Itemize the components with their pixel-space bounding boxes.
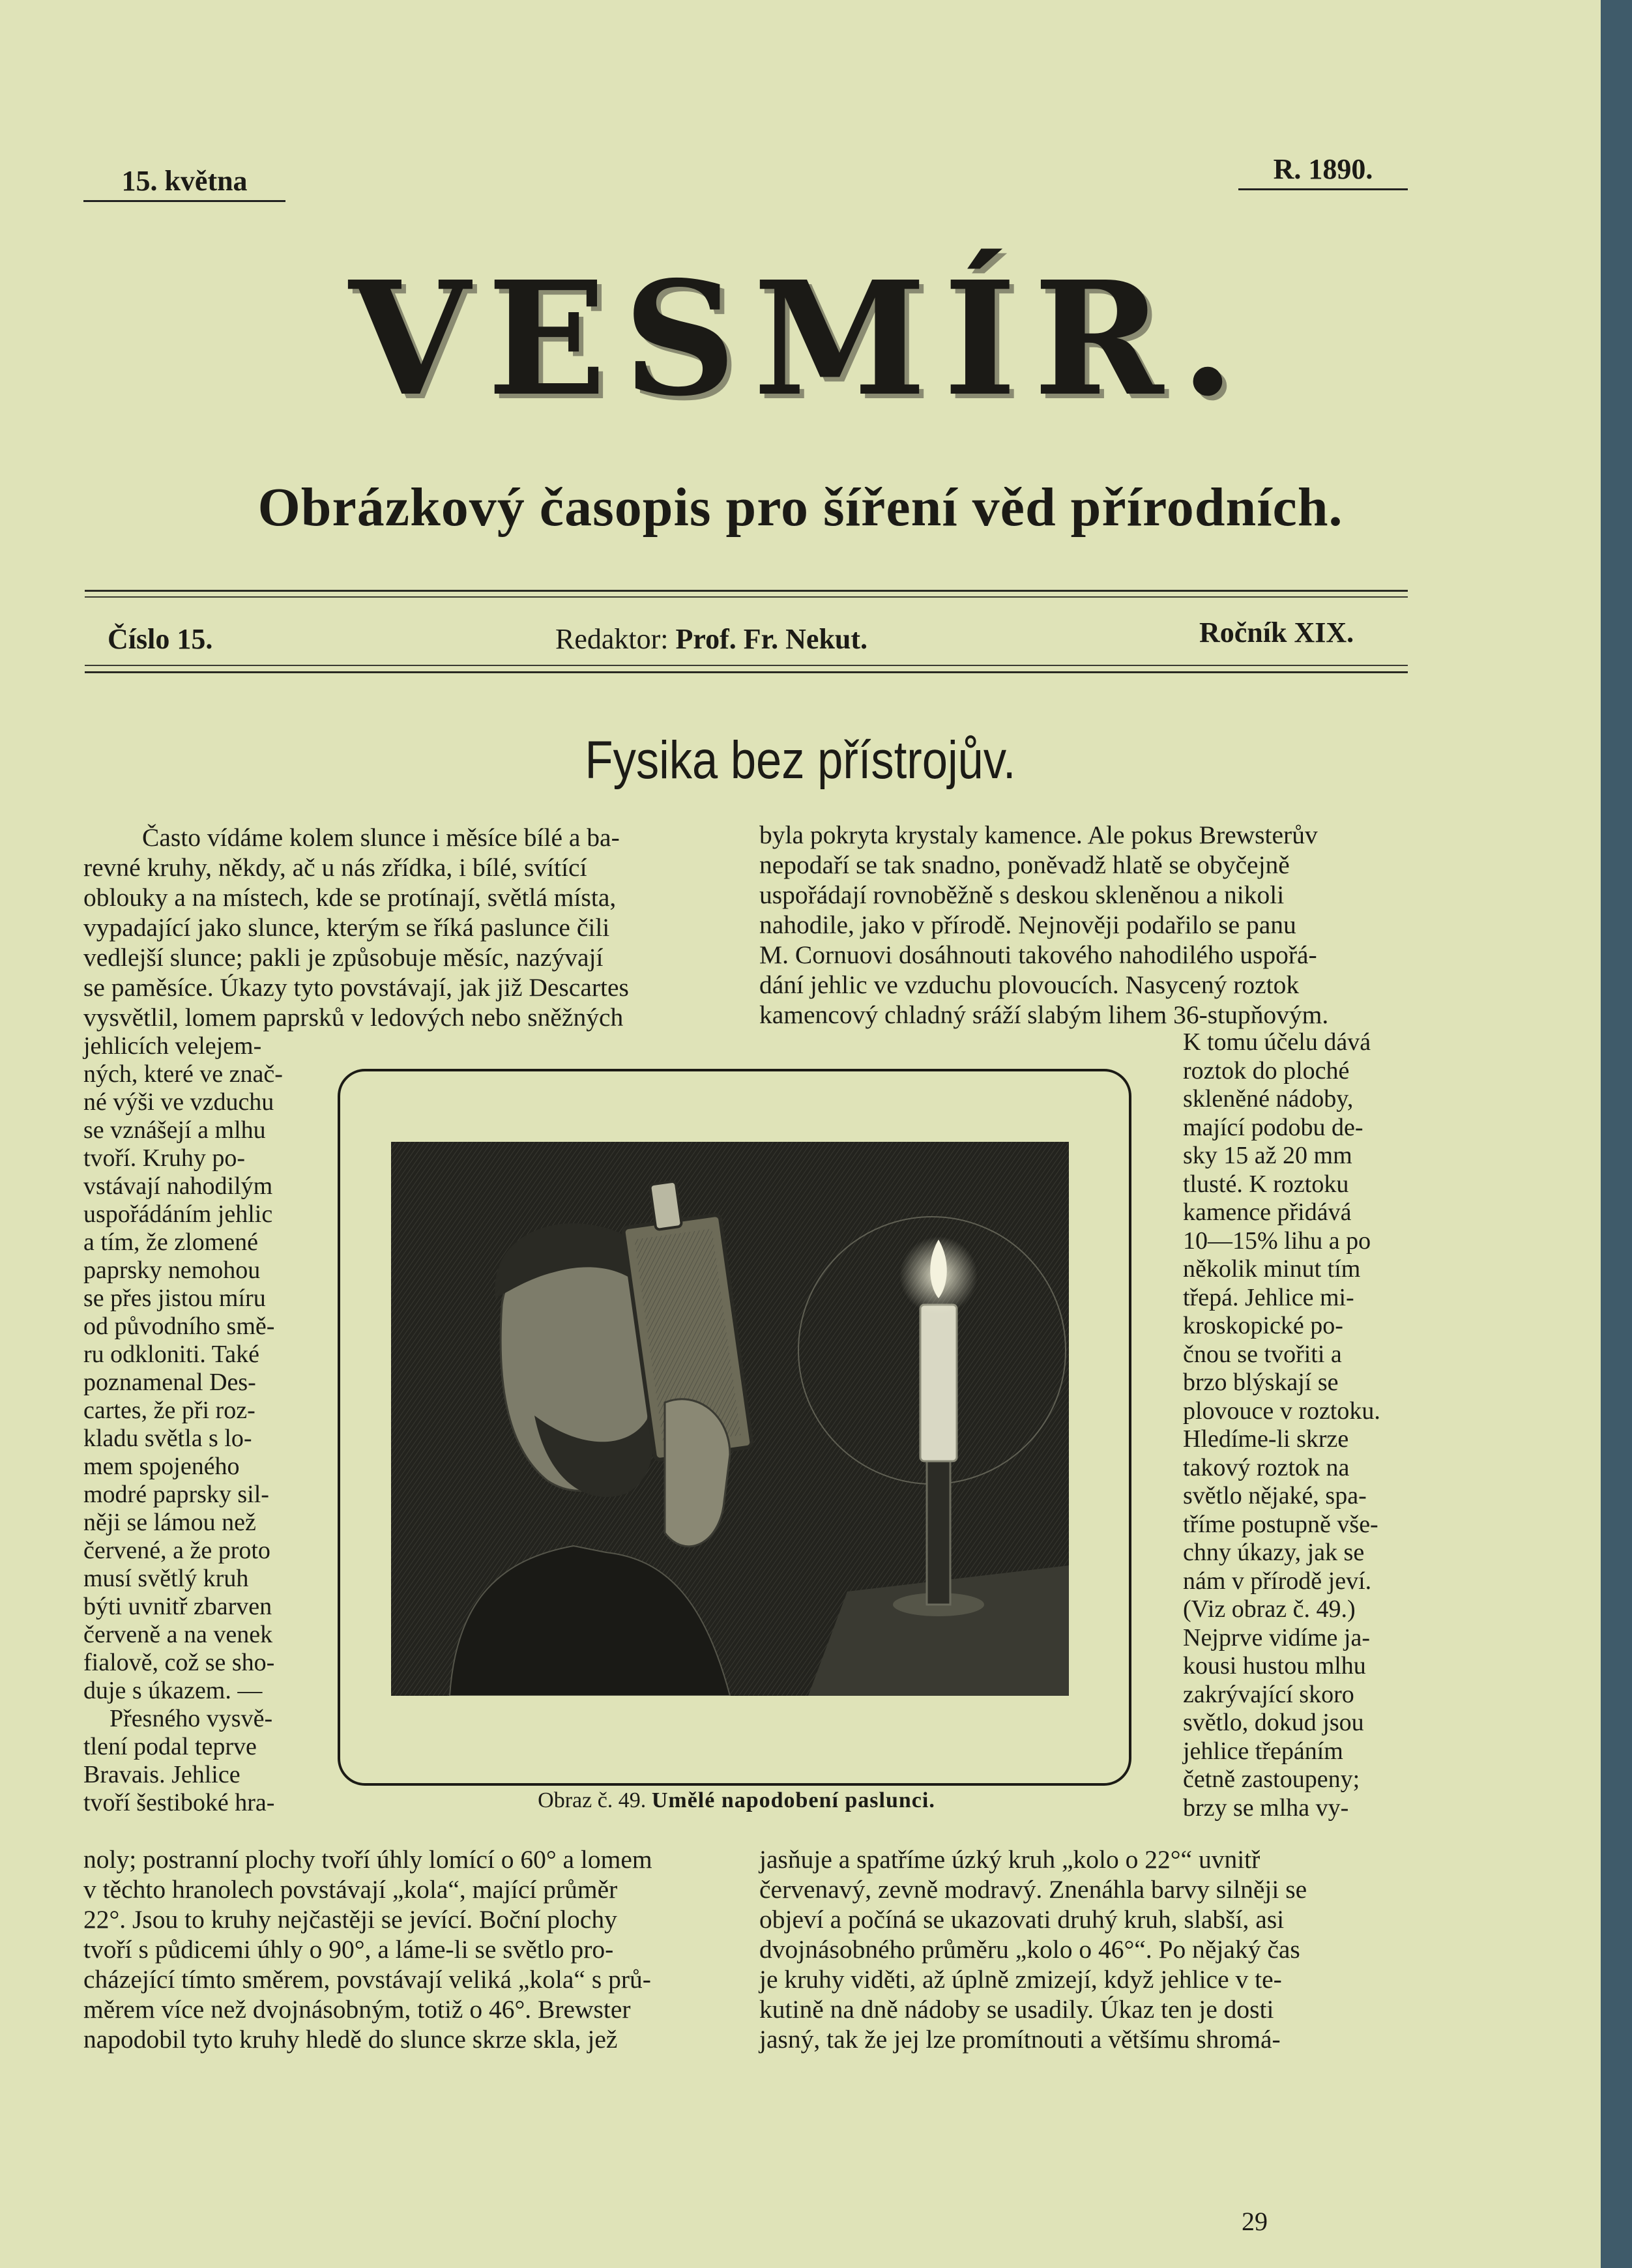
paragraph-line: tlusté. K roztoku (1183, 1170, 1349, 1198)
paragraph-line: Bravais. Jehlice (83, 1761, 240, 1788)
caption-prefix: Obraz č. 49. (538, 1788, 647, 1812)
paragraph-line: roztok do ploché (1183, 1056, 1350, 1084)
paragraph-line: takový roztok na (1183, 1453, 1350, 1481)
caption-title: Umělé napodobení paslunci. (651, 1788, 935, 1812)
paragraph-line: poznamenal Des- (83, 1369, 256, 1396)
paragraph-line: červenavý, zevně modravý. Znenáhla barvy silněji se (759, 1875, 1307, 1904)
paragraph-line: červeně a na venek (83, 1621, 273, 1648)
paragraph-line: nám v přírodě jeví. (1183, 1567, 1372, 1595)
paragraph-line: cartes, že při roz- (83, 1397, 255, 1424)
paragraph-line: revné kruhy, někdy, ač u nás zřídka, i bílé, svítící (83, 853, 587, 882)
masthead-subtitle: Obrázkový časopis pro šíření věd přírodních. (257, 477, 1343, 538)
paragraph-line: dání jehlic ve vzduchu plovoucích. Nasycený roztok (759, 970, 1300, 999)
issue-date: 15. května (83, 164, 285, 202)
engraving-svg (391, 1142, 1069, 1696)
paragraph-line: brzy se mlha vy- (1183, 1794, 1349, 1822)
paragraph-line: tvoří. Kruhy po- (83, 1144, 246, 1172)
paragraph-line: světlo nějaké, spa- (1183, 1482, 1367, 1509)
paragraph-line: se vznášejí a mlhu (83, 1116, 266, 1144)
paragraph-line: tlení podal teprve (83, 1733, 257, 1760)
page-number: 29 (1242, 2207, 1268, 2236)
paragraph-line: K tomu účelu dává (1183, 1028, 1371, 1056)
paragraph-line: vstávají nahodilým (83, 1172, 273, 1200)
paragraph-line: dvojnásobného průměru „kolo o 46°“. Po nějaký čas (759, 1935, 1300, 1964)
paragraph-line: sky 15 až 20 mm (1183, 1142, 1352, 1169)
paragraph-line: světlo, dokud jsou (1183, 1709, 1364, 1736)
scan-edge (1601, 0, 1632, 2268)
paragraph-line: 22°. Jsou to kruhy nejčastěji se jevící. Boční plochy (83, 1905, 617, 1934)
paragraph-line: tvoří šestiboké hra- (83, 1789, 275, 1816)
paragraph-line: červené, a že proto (83, 1537, 270, 1564)
paragraph-line: několik minut tím (1183, 1255, 1361, 1283)
paragraph-line: (Viz obraz č. 49.) (1183, 1595, 1356, 1623)
paragraph-line: kroskopické po- (1183, 1312, 1343, 1339)
paragraph-line: jasný, tak že jej lze promítnouti a většímu shromá- (759, 2025, 1281, 2054)
right-column-top (759, 820, 1408, 1030)
article-title: Fysika bez přístrojův. (585, 731, 1016, 790)
paragraph-line: musí světlý kruh (83, 1565, 249, 1592)
paragraph-line: duje s úkazem. — (83, 1677, 263, 1704)
paragraph-line: býti uvnitř zbarven (83, 1593, 272, 1620)
paragraph-line: fialově, což se sho- (83, 1649, 275, 1676)
paragraph-line: kladu světla s lo- (83, 1425, 252, 1452)
issue-year: R. 1890. (1238, 153, 1408, 190)
paragraph-line: uspořádají rovnoběžně s deskou skleněnou a nikoli (759, 880, 1285, 909)
issue-number: Číslo 15. (108, 623, 213, 655)
paragraph-line: brzo blýskají se (1183, 1369, 1339, 1396)
paragraph-line: oblouky a na místech, kde se protínají, světlá místa, (83, 883, 617, 912)
right-column-narrow (1183, 1028, 1408, 1822)
paragraph-line: je kruhy viděti, až úplně zmizejí, když jehlice v te- (759, 1965, 1282, 1994)
paragraph-line: četně zastoupeny; (1183, 1766, 1360, 1793)
paragraph-line: zakrývající skoro (1183, 1680, 1354, 1708)
paragraph-line: plovouce v roztoku. (1183, 1397, 1380, 1425)
paragraph-line: chny úkazy, jak se (1183, 1539, 1365, 1566)
paragraph-line: ru odkloniti. Také (83, 1341, 259, 1368)
paragraph-line: nahodile, jako v přírodě. Nejnověji podařilo se panu (759, 910, 1296, 939)
left-column-top (83, 822, 729, 1032)
left-column-bottom (83, 1844, 729, 2054)
editor-name: Prof. Fr. Nekut. (675, 623, 868, 655)
header-rule-bottom-thin (85, 665, 1408, 666)
paragraph-line: vypadající jako slunce, kterým se říká paslunce čili (83, 913, 610, 942)
paragraph-line: se přes jistou míru (83, 1285, 266, 1312)
paragraph-line: mající podobu de- (1183, 1113, 1363, 1141)
paragraph-line: M. Cornuovi dosáhnouti takového nahodilého uspořá- (759, 940, 1317, 969)
header-rule-top (85, 590, 1408, 592)
paragraph-line: skleněné nádoby, (1183, 1085, 1354, 1112)
paragraph-line: modré paprsky sil- (83, 1481, 269, 1508)
paragraph-line: tříme postupně vše- (1183, 1510, 1378, 1538)
figure-illustration (391, 1142, 1069, 1696)
paragraph-line: noly; postranní plochy tvoří úhly lomící o 60° a lomem (83, 1845, 652, 1874)
header-rule-bottom (85, 671, 1408, 673)
paragraph-line: paprsky nemohou (83, 1257, 261, 1284)
paragraph-line: něji se lámou než (83, 1509, 256, 1536)
paragraph-line: třepá. Jehlice mi- (1183, 1283, 1354, 1311)
paragraph-line: kamence přidává (1183, 1199, 1352, 1226)
paragraph-line: měrem více než dvojnásobným, totiž o 46°. Brewster (83, 1995, 631, 2024)
paragraph-line: kousi hustou mlhu (1183, 1652, 1366, 1679)
paragraph-line: jasňuje a spatříme úzký kruh „kolo o 22°“ uvnitř (759, 1845, 1260, 1874)
paragraph-line: uspořádáním jehlic (83, 1200, 273, 1228)
paragraph-line: kamencový chladný sráží slabým lihem 36-stupňovým. (759, 1000, 1329, 1029)
paragraph-line: napodobil tyto kruhy hledě do slunce skrze skla, jež (83, 2025, 618, 2054)
paragraph-line: Hledíme-li skrze (1183, 1425, 1349, 1453)
paragraph-line: vysvětlil, lomem paprsků v ledových nebo sněžných (83, 1003, 624, 1032)
masthead-title: VESMÍR. (349, 247, 1252, 431)
paragraph-line: a tím, že zlomené (83, 1228, 258, 1256)
paragraph-line: Často vídáme kolem slunce i měsíce bílé a ba- (142, 823, 620, 852)
paragraph-line: objeví a počíná se ukazovati druhý kruh, slabší, asi (759, 1905, 1285, 1934)
paragraph-line: od původního smě- (83, 1313, 275, 1340)
paragraph-line: 10—15% lihu a po (1183, 1227, 1371, 1255)
paragraph-line: Přesného vysvě- (109, 1705, 273, 1732)
volume-number: Ročník XIX. (1199, 617, 1354, 648)
paragraph-line: vedlejší slunce; pakli je způsobuje měsíc, nazývají (83, 943, 604, 972)
paragraph-line: jehlicích velejem- (83, 1032, 262, 1060)
paragraph-line: byla pokryta krystaly kamence. Ale pokus Brewsterův (759, 821, 1318, 849)
paragraph-line: tvoří s půdicemi úhly o 90°, a láme-li se světlo pro- (83, 1935, 614, 1964)
candlestick-stem (927, 1455, 950, 1605)
paragraph-line: nepodaří se tak snadno, poněvadž hlatě se obyčejně (759, 850, 1290, 879)
paragraph-line: né výši ve vzduchu (83, 1088, 274, 1116)
paragraph-line: kutině na dně nádoby se usadily. Úkaz ten je dosti (759, 1995, 1274, 2024)
paragraph-line: jehlice třepáním (1183, 1737, 1343, 1765)
editor-label: Redaktor: (555, 623, 669, 655)
candle-body (920, 1305, 957, 1461)
figure-caption (430, 1788, 1043, 1813)
header-rule-top-thin (85, 596, 1408, 598)
paragraph-line: Nejprve vidíme ja- (1183, 1623, 1371, 1651)
paragraph-line: se paměsíce. Úkazy tyto povstávají, jak již Descartes (83, 973, 629, 1002)
plate-stopper (650, 1181, 682, 1230)
paragraph-line: v těchto hranolech povstávají „kola“, mající průměr (83, 1875, 618, 1904)
paragraph-line: čnou se tvořiti a (1183, 1340, 1342, 1368)
left-column-narrow (83, 1032, 305, 1817)
right-column-bottom (759, 1844, 1408, 2054)
editor-line (555, 622, 867, 656)
paragraph-line: ných, které ve znač- (83, 1060, 283, 1088)
paragraph-line: cházející tímto směrem, povstávají veliká „kola“ s prů- (83, 1965, 651, 1994)
paragraph-line: mem spojeného (83, 1453, 240, 1480)
